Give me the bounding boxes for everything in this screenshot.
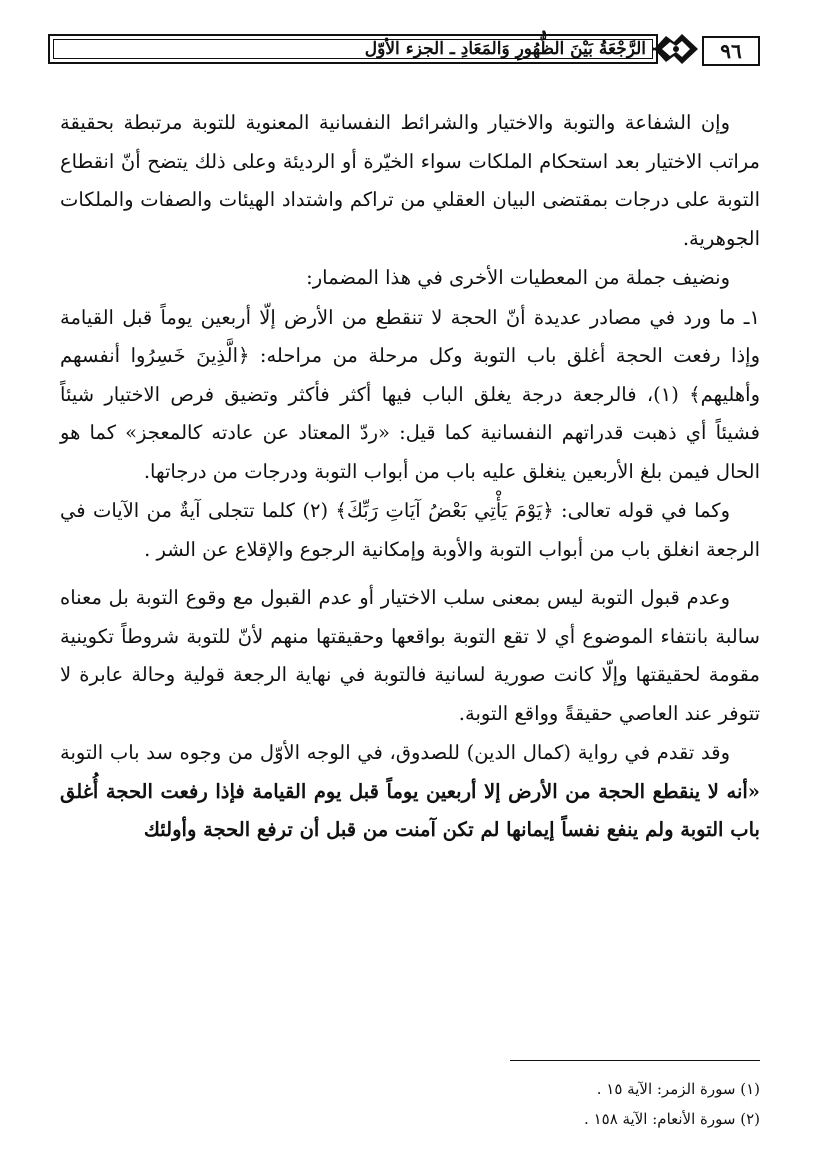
footnote: (٢) سورة الأنعام: الآية ١٥٨ . [584,1110,760,1128]
paragraph-intro: وقد تقدم في رواية (كمال الدين) للصدوق، في الوجه الأوّل من وجوه سد باب التوبة [60,741,730,764]
page-header [48,28,760,74]
footnotes [60,1074,760,1134]
paragraph: وإن الشفاعة والتوبة والاختيار والشرائط النفسانية المعنوية للتوبة مرتبطة بحقيقة مراتب الاختيار بعد استحكام الملكات سواء الخيّرة أو الرديئة وعلى ذلك يتضح أنّ انقطاع التوبة على درجات بمقتضى البيان العقلي من تراكم واشتداد الهيئات والصفات والملكات الجوهرية. [60,111,760,250]
paragraph: ١ـ ما ورد في مصادر عديدة أنّ الحجة لا تنقطع من الأرض إلّا أربعين يوماً قبل القيامة وإذا رفعت الحجة أغلق باب التوبة وكل مرحلة من مراحله: ﴿الَّذِينَ خَسِرُوا أنفسهم وأهليهم﴾ (١)، فالرجعة درجة يغلق الباب فيها أكثر فأكثر وتضيق فرص الاختيار شيئاً فشيئاً أي ذهبت قدراتهم النفسانية كما قيل: «ردّ المعتاد عن عادته كالمعجز» كما هو الحال فيمن بلغ الأربعين ينغلق عليه باب من أبواب التوبة ودرجات من درجاتها. [60,305,761,483]
footnote: (١) سورة الزمر: الآية ١٥ . [596,1080,760,1098]
running-title-frame [48,34,658,64]
paragraph: وكما في قوله تعالى: ﴿يَوْمَ يَأْتِي بَعْضُ آيَاتِ رَبِّكَ﴾ (٢) كلما تتجلى آيةٌ من الآيات في الرجعة انغلق باب من أبواب التوبة والأوبة وإمكانية الرجوع والإقلاع عن الشر . [60,499,760,561]
footnote-divider [510,1060,760,1061]
running-title: الرَّجْعَةُ بَيْنَ الظُّهُورِ وَالمَعَادِ ـ الجزء الأوّل [364,39,646,59]
paragraph-with-quote [60,734,760,850]
paragraph: وعدم قبول التوبة ليس بمعنى سلب الاختيار أو عدم القبول مع وقوع التوبة بل معناه سالبة بانتفاء الموضوع أي لا تقع التوبة بواقعها وحقيقتها منهم لأنّ للتوبة شروطاً تكوينية مقومة لحقيقتها وإلّا كانت صورية لسانية فالتوبة في نهاية الرجعة قولية وحالة عابرة لا تتوفر عند العاصي حقيقةً وواقع التوبة. [60,586,760,725]
paragraph: ونضيف جملة من المعطيات الأخرى في هذا المضمار: [306,266,730,289]
main-text [60,104,760,850]
hadith-quote: «أنه لا ينقطع الحجة من الأرض إلا أربعين يوماً قبل يوم القيامة فإذا رفعت الحجة أُغلق باب التوبة ولم ينفع نفساً إيمانها لم تكن آمنت من قبل أن ترفع الحجة وأولئك [60,779,760,841]
ornament-icon [652,30,700,68]
page-number: ٩٦ [702,36,760,66]
